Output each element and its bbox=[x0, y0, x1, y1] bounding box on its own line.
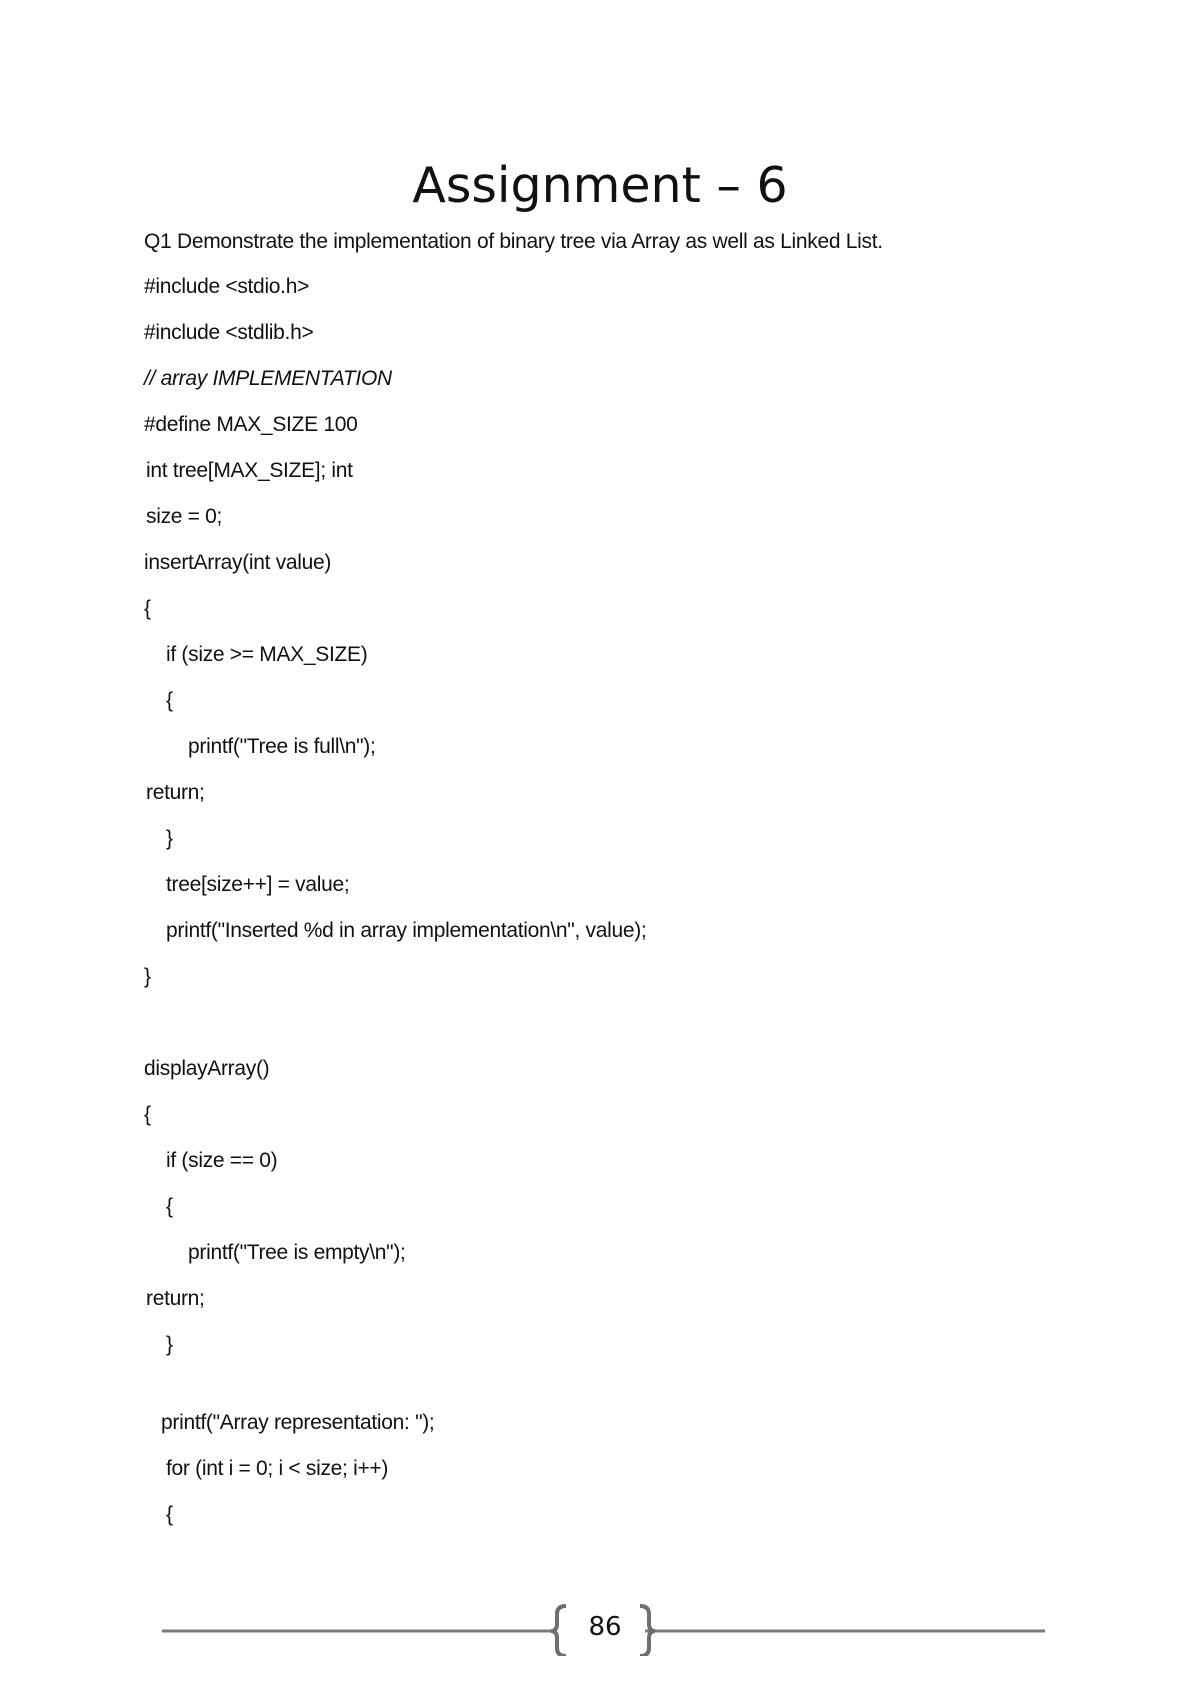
code-line: { bbox=[166, 1195, 173, 1218]
page-footer bbox=[0, 1600, 1200, 1656]
code-line: { bbox=[144, 597, 151, 620]
code-line: int tree[MAX_SIZE]; int bbox=[146, 459, 353, 482]
code-line: tree[size++] = value; bbox=[166, 873, 350, 896]
code-line: return; bbox=[146, 781, 205, 804]
code-line: if (size >= MAX_SIZE) bbox=[166, 643, 368, 666]
code-line: return; bbox=[146, 1287, 205, 1310]
code-line: { bbox=[166, 1503, 173, 1526]
code-line: printf("Array representation: "); bbox=[161, 1411, 435, 1434]
code-comment: // array IMPLEMENTATION bbox=[144, 367, 392, 390]
code-line: { bbox=[144, 1103, 151, 1126]
question-text: Q1 Demonstrate the implementation of binary tree via Array as well as Linked List. bbox=[144, 230, 883, 253]
code-line: if (size == 0) bbox=[166, 1149, 278, 1172]
code-line: printf("Inserted %d in array implementation\n", value); bbox=[166, 919, 647, 942]
code-line: } bbox=[166, 827, 173, 850]
code-line: } bbox=[144, 965, 151, 988]
code-line: printf("Tree is empty\n"); bbox=[188, 1241, 406, 1264]
code-line: size = 0; bbox=[146, 505, 223, 528]
code-line: #include <stdio.h> bbox=[144, 275, 310, 298]
document-title: Assignment – 6 bbox=[412, 157, 788, 214]
page-number: 86 bbox=[588, 1612, 622, 1642]
code-line: } bbox=[166, 1333, 173, 1356]
code-line: #include <stdlib.h> bbox=[144, 321, 314, 344]
code-line: { bbox=[166, 689, 173, 712]
code-line: printf("Tree is full\n"); bbox=[188, 735, 376, 758]
code-line: for (int i = 0; i < size; i++) bbox=[166, 1457, 389, 1480]
code-line: insertArray(int value) bbox=[144, 551, 332, 574]
code-line: #define MAX_SIZE 100 bbox=[144, 413, 358, 436]
code-line: displayArray() bbox=[144, 1057, 270, 1080]
